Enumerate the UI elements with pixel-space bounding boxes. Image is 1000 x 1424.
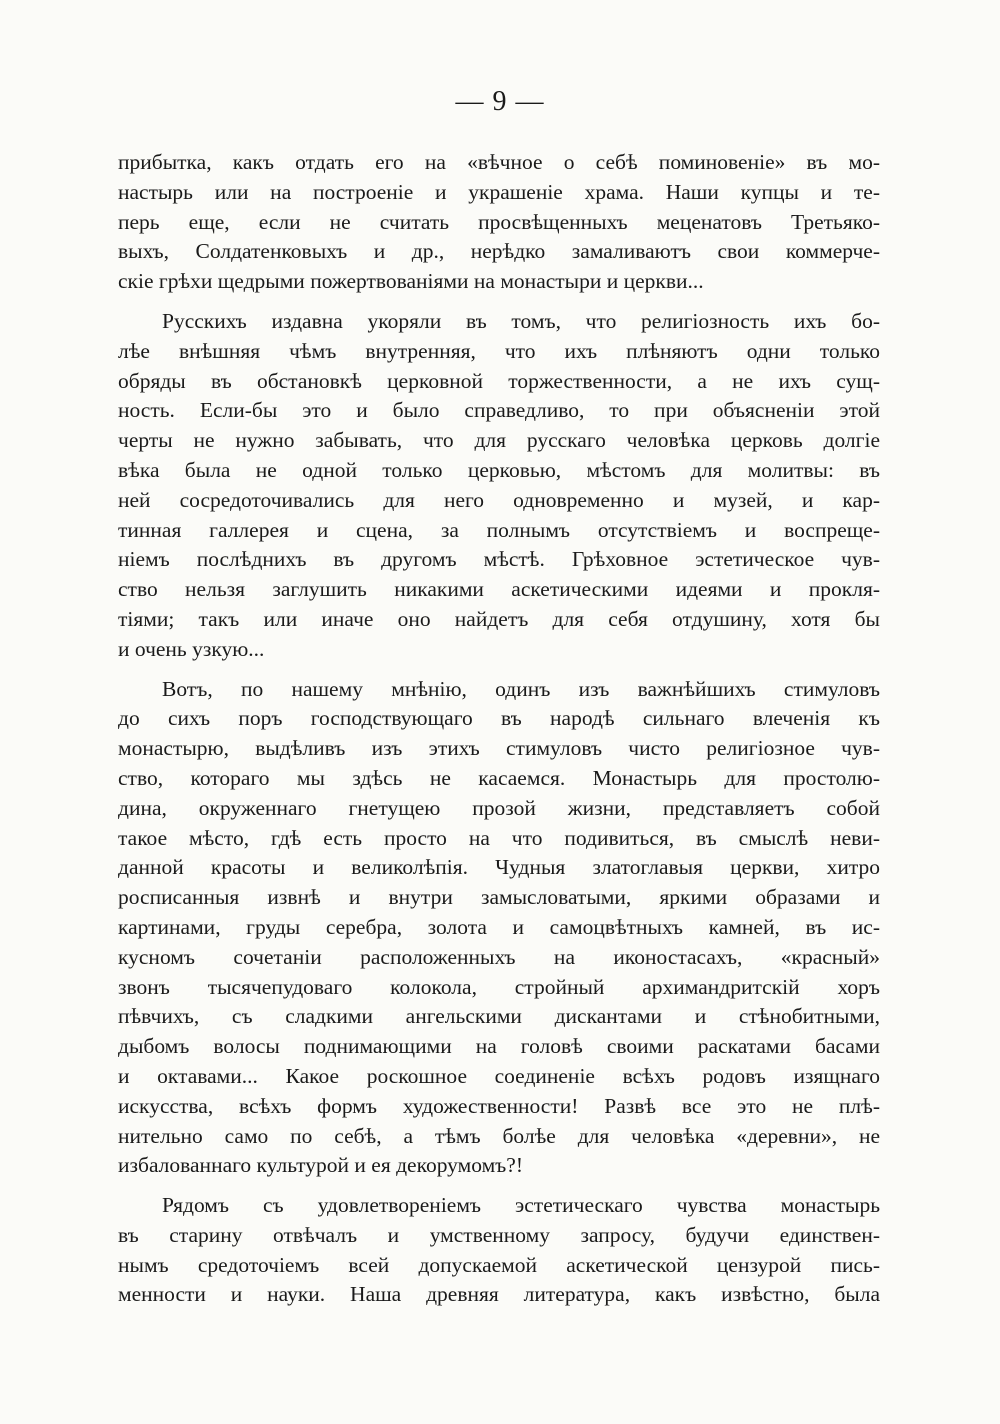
text-line: картинами, груды серебра, золота и самоцвѣтныхъ камней, въ ис-: [118, 914, 880, 939]
text-line: ство, котораго мы здѣсь не касаемся. Монастырь для простолю-: [118, 765, 880, 790]
text-line: выхъ, Солдатенковыхъ и др., нерѣдко замаливаютъ свои коммерче-: [118, 239, 880, 264]
text-line: данной красоты и великолѣпія. Чудныя златоглавыя церкви, хитро: [118, 855, 880, 880]
text-line: въ старину отвѣчалъ и умственному запросу, будучи единствен-: [118, 1222, 880, 1247]
text-line: дина, окруженнаго гнетущею прозой жизни, представляетъ собой: [118, 795, 880, 820]
text-line: менности и науки. Наша древняя литература, какъ извѣстно, была: [118, 1282, 880, 1307]
text-line: тинная галлерея и сцена, за полнымъ отсутствіемъ и воспреще-: [118, 517, 880, 542]
text-line: тіями; такъ или иначе оно найдетъ для себя отдушину, хотя бы: [118, 606, 880, 631]
text-line: ніемъ послѣднихъ въ другомъ мѣстѣ. Грѣховное эстетическое чув-: [118, 547, 880, 572]
text-line: пѣвчихъ, съ сладкими ангельскими дискантами и стѣнобитными,: [118, 1004, 880, 1029]
text-line: нительно само по себѣ, а тѣмъ болѣе для человѣка «деревни», не: [118, 1123, 880, 1148]
text-line: дыбомъ волосы поднимающими на головѣ своими раскатами басами: [118, 1034, 880, 1059]
text-line: прибытка, какъ отдать его на «вѣчное о себѣ поминовеніе» въ мо-: [118, 150, 880, 174]
page-number: — 9 —: [455, 86, 545, 117]
text-line: нымъ средоточіемъ всей допускаемой аскетической цензурой пись-: [118, 1252, 880, 1277]
text-line: перь еще, если не считать просвѣщенныхъ меценатовъ Третьяко-: [118, 209, 880, 234]
text-line: ней сосредоточивались для него одновременно и музей, и кар-: [118, 487, 880, 512]
body-text: [118, 148, 880, 1320]
text-line: избалованнаго культурой и ея декорумомъ?!: [118, 1153, 524, 1178]
paragraph-2: [118, 307, 880, 665]
text-line: росписанныя извнѣ и внутри замысловатыми, яркими образами и: [118, 885, 880, 910]
text-line: монастырю, выдѣливъ изъ этихъ стимуловъ чисто религіозное чув-: [118, 736, 880, 761]
text-line: звонъ тысячепудоваго колокола, стройный архимандритскій хоръ: [118, 974, 880, 999]
paragraph-4: [118, 1191, 880, 1310]
text-line: такое мѣсто, гдѣ есть просто на что подивиться, въ смыслѣ неви-: [118, 825, 880, 850]
text-line: ство нельзя заглушить никакими аскетическими идеями и прокля-: [118, 577, 880, 602]
text-line: кусномъ сочетаніи расположенныхъ на иконостасахъ, «красный»: [118, 944, 880, 969]
text-line: Вотъ, по нашему мнѣнію, одинъ изъ важнѣйшихъ стимуловъ: [162, 676, 880, 701]
text-line: вѣка была не одной только церковью, мѣстомъ для молитвы: въ: [118, 457, 880, 482]
text-line: и октавами... Какое роскошное соединеніе всѣхъ родовъ изящнаго: [118, 1063, 880, 1088]
text-line: Рядомъ съ удовлетвореніемъ эстетическаго чувства монастырь: [162, 1193, 880, 1218]
text-line: обряды въ обстановкѣ церковной торжественности, а не ихъ сущ-: [118, 368, 880, 393]
text-line: до сихъ поръ господствующаго въ народѣ сильнаго влеченія къ: [118, 706, 880, 731]
text-line: скіе грѣхи щедрыми пожертвованіями на монастыри и церкви...: [118, 269, 704, 294]
text-line: и очень узкую...: [118, 636, 265, 661]
text-line: лѣе внѣшняя чѣмъ внутренняя, что ихъ плѣняютъ одни только: [118, 338, 880, 363]
text-line: Русскихъ издавна укоряли въ томъ, что религіозность ихъ бо-: [162, 308, 880, 333]
paragraph-3: [118, 675, 880, 1182]
text-line: искусства, всѣхъ формъ художественности! Развѣ все это не плѣ-: [118, 1093, 880, 1118]
paragraph-1: [118, 148, 880, 297]
text-line: ность. Если-бы это и было справедливо, то при объясненіи этой: [118, 398, 880, 423]
text-line: черты не нужно забывать, что для русскаго человѣка церковь долгіе: [118, 428, 880, 453]
text-line: настырь или на построеніе и украшеніе храма. Наши купцы и те-: [118, 179, 880, 204]
